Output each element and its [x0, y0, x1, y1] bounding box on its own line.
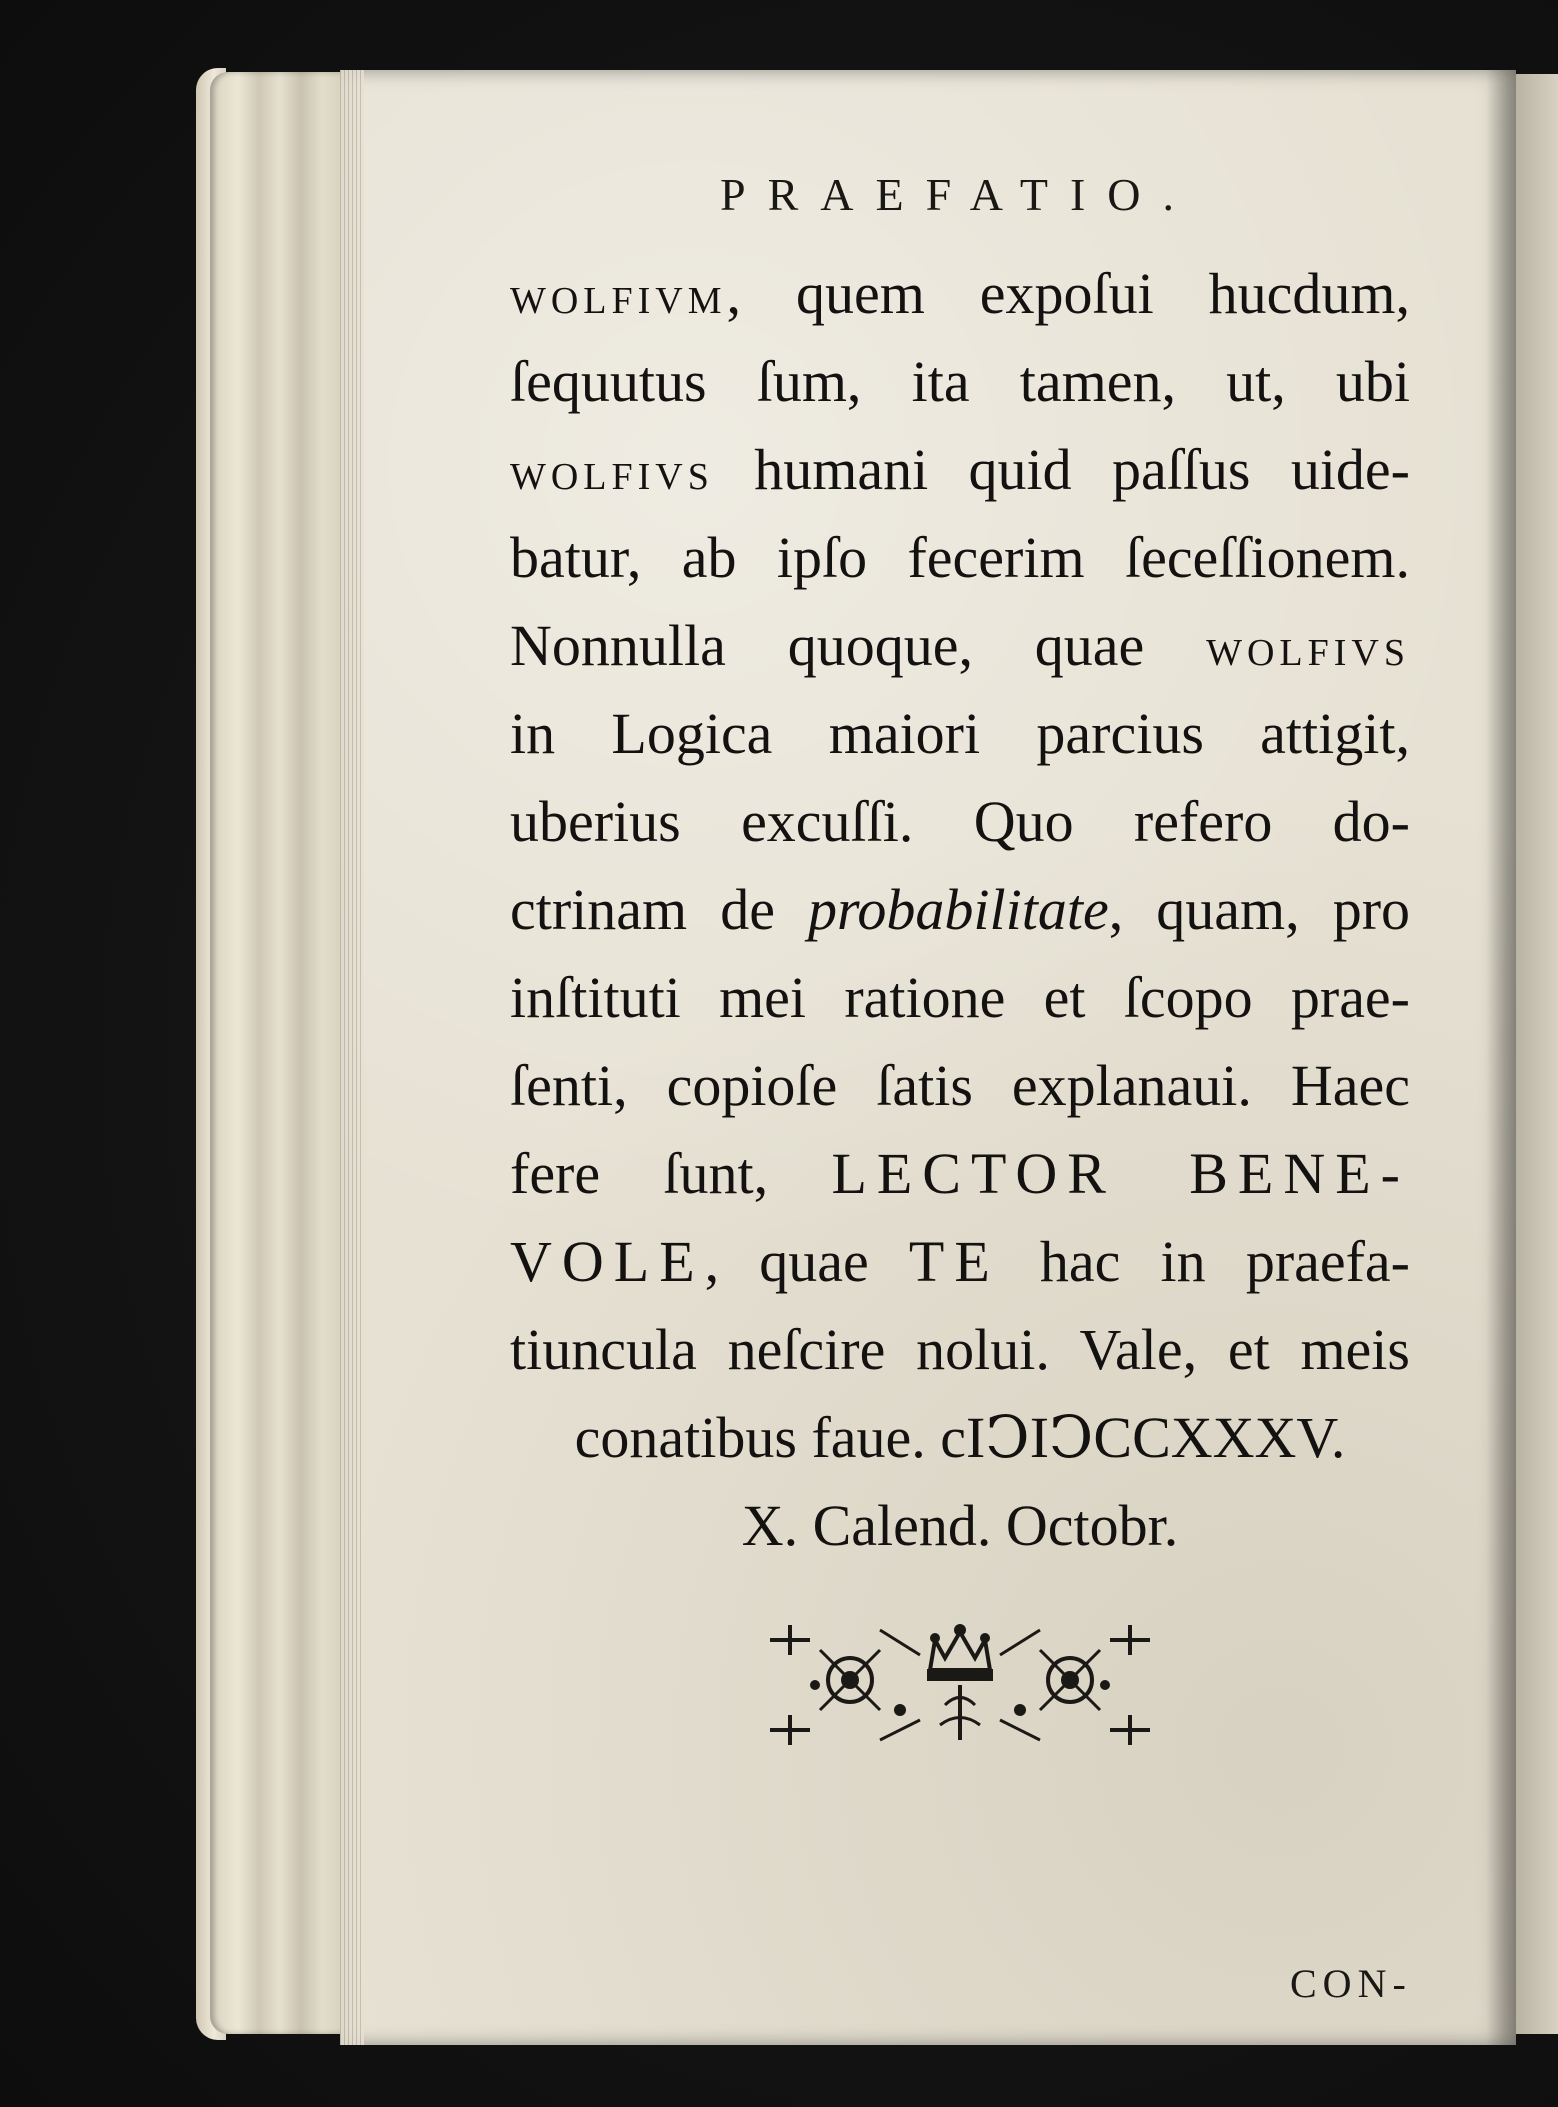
text-segment: ctrinam de: [510, 877, 808, 942]
text-segment: LECTOR BENE-: [831, 1141, 1410, 1206]
page-curve-shadow: [1486, 70, 1516, 2045]
closing-calendar-line: X. Calend. Octobr.: [741, 1493, 1179, 1558]
text-segment: hac in praefa-: [999, 1229, 1410, 1294]
text-segment: fere ſunt,: [510, 1141, 832, 1206]
book-page: [340, 70, 1516, 2045]
text-segment: batur, ab ipſo fecerim ſeceſſionem.: [510, 525, 1410, 590]
text-line: [510, 602, 1410, 690]
text-segment: ſequutus ſum, ita tamen, ut, ubi: [510, 349, 1410, 414]
page-stack-edge: [210, 72, 350, 2034]
text-segment: wolfivs: [1206, 617, 1410, 677]
text-line: [510, 1218, 1410, 1306]
text-line: [510, 866, 1410, 954]
running-head: PRAEFATIO.: [719, 169, 1196, 220]
text-segment: ſenti, copioſe ſatis explanaui. Haec: [510, 1053, 1410, 1118]
text-segment: probabilitate: [808, 877, 1109, 942]
text-line: [510, 954, 1410, 1042]
text-segment: Nonnulla quoque, quae: [510, 613, 1207, 678]
text-segment: , quae: [704, 1229, 909, 1294]
text-segment: VOLE: [510, 1229, 705, 1294]
text-line: [510, 778, 1410, 866]
text-segment: uberius excuſſi. Quo refero do-: [510, 789, 1410, 854]
text-line: [510, 426, 1410, 514]
text-segment: , quam, pro: [1108, 877, 1411, 942]
text-segment: TE: [908, 1229, 1000, 1294]
gutter-page-lines: [340, 70, 364, 2045]
catchword: CON-: [1290, 1961, 1412, 2006]
text-line: [510, 1306, 1410, 1394]
text-segment: inſtituti mei ratione et ſcopo prae-: [510, 965, 1410, 1030]
text-segment: humani quid paſſus uide-: [713, 437, 1410, 502]
text-segment: wolfivs: [510, 441, 714, 501]
text-line: [510, 1130, 1410, 1218]
text-segment: in Logica maiori parcius attigit,: [510, 701, 1410, 766]
printer-ornament-icon: [760, 1610, 1160, 1760]
text-segment: , quem expoſui hucdum,: [726, 261, 1410, 326]
text-line: [510, 1042, 1410, 1130]
text-segment: wolfivm: [510, 265, 727, 325]
body-text: [510, 250, 1410, 1570]
text-line: [510, 690, 1410, 778]
text-line: [510, 514, 1410, 602]
closing-date-line: conatibus faue. cIↃIↃCCXXXV.: [574, 1405, 1346, 1470]
text-segment: tiuncula neſcire nolui. Vale, et meis: [510, 1317, 1410, 1382]
text-line: [510, 338, 1410, 426]
text-line: [510, 250, 1410, 338]
